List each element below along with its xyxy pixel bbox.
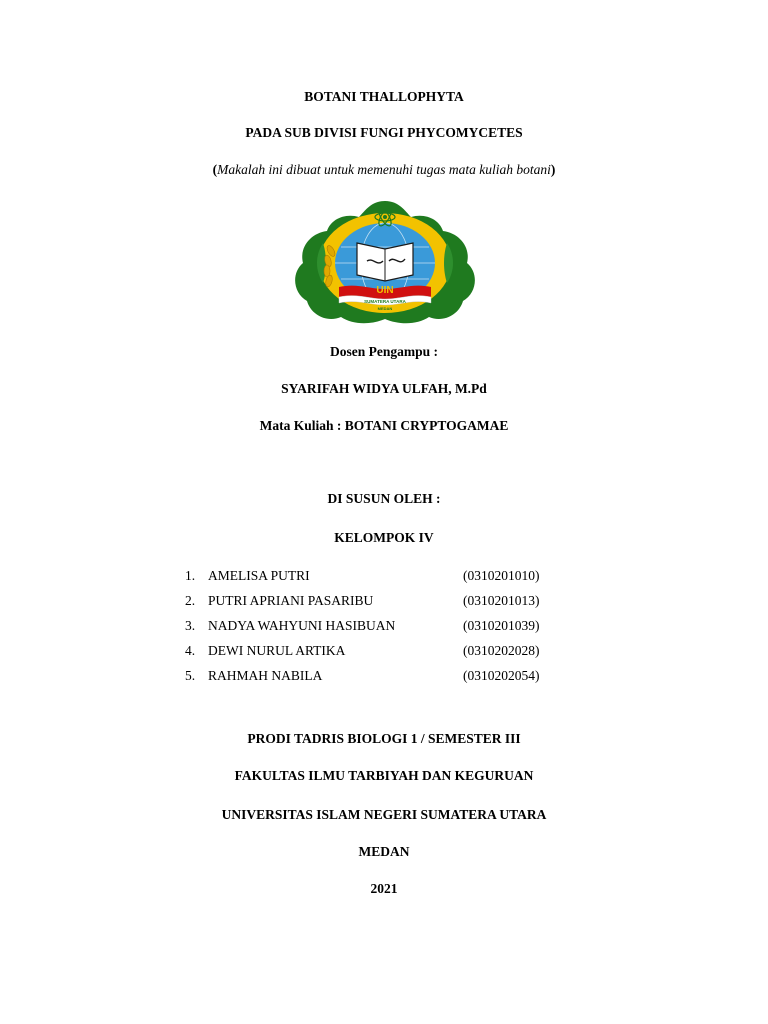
member-number: 5. [185, 668, 196, 683]
member-nim: (0310201010) [463, 568, 540, 583]
logo-text-main: UIN [376, 285, 394, 296]
study-program: PRODI TADRIS BIOLOGI 1 / SEMESTER III [247, 731, 521, 746]
logo-text-city: MEDAN [377, 306, 393, 311]
member-name: AMELISA PUTRI [208, 568, 310, 583]
member-name: NADYA WAHYUNI HASIBUAN [208, 618, 396, 633]
member-nim: (0310201013) [463, 593, 540, 608]
lecturer-name: SYARIFAH WIDYA ULFAH, M.Pd [281, 381, 487, 396]
purpose-close-paren: ) [550, 162, 556, 177]
member-name: DEWI NURUL ARTIKA [208, 643, 346, 658]
member-name: RAHMAH NABILA [208, 668, 323, 683]
member-nim: (0310202028) [463, 643, 540, 658]
course-name: Mata Kuliah : BOTANI CRYPTOGAMAE [259, 418, 509, 433]
list-item [0, 568, 768, 584]
lecturer-label: Dosen Pengampu : [329, 344, 438, 359]
member-nim: (0310201039) [463, 618, 540, 633]
logo-text-sub: SUMATERA UTARA [364, 299, 406, 304]
uin-logo-icon [287, 197, 483, 325]
purpose-open-paren: ( [212, 162, 218, 177]
document-subtitle: PADA SUB DIVISI FUNGI PHYCOMYCETES [245, 125, 523, 140]
document-purpose [0, 162, 768, 178]
compiled-by-label: DI SUSUN OLEH : [327, 491, 441, 506]
list-item [0, 593, 768, 609]
member-number: 3. [185, 618, 196, 633]
list-item [0, 643, 768, 659]
university-name: UNIVERSITAS ISLAM NEGERI SUMATERA UTARA [221, 807, 547, 822]
member-number: 2. [185, 593, 196, 608]
faculty-name: FAKULTAS ILMU TARBIYAH DAN KEGURUAN [234, 768, 534, 783]
member-number: 4. [185, 643, 196, 658]
list-item [0, 668, 768, 684]
member-name: PUTRI APRIANI PASARIBU [208, 593, 374, 608]
document-title: BOTANI THALLOPHYTA [304, 89, 464, 104]
list-item [0, 618, 768, 634]
member-number: 1. [185, 568, 196, 583]
purpose-text: Makalah ini dibuat untuk memenuhi tugas mata kuliah botani [217, 162, 551, 177]
year: 2021 [370, 881, 398, 896]
group-name: KELOMPOK IV [334, 530, 434, 545]
member-nim: (0310202054) [463, 668, 540, 683]
city-name: MEDAN [358, 844, 410, 859]
